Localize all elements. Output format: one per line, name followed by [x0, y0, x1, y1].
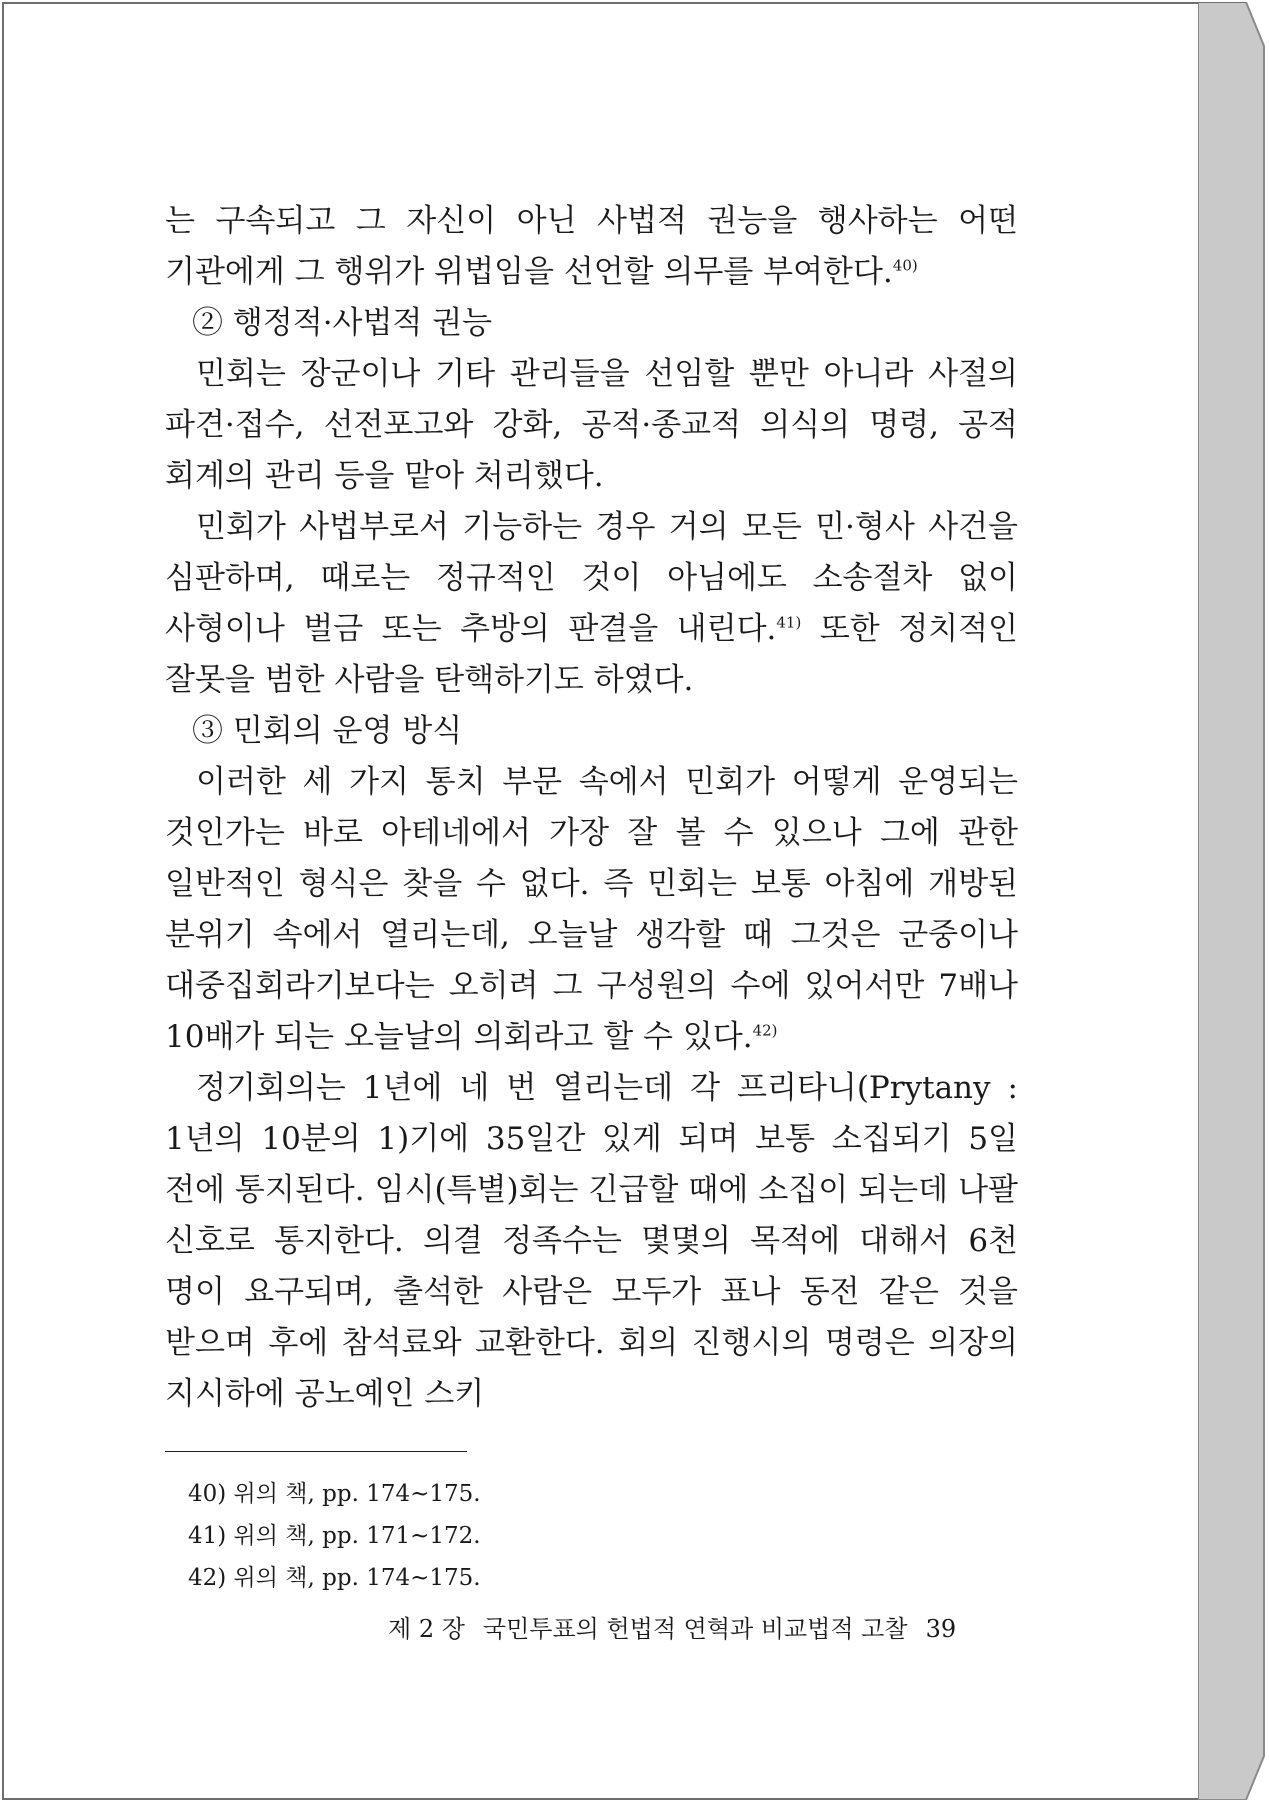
footnote-40: 40) 위의 책, pp. 174~175.: [188, 1481, 481, 1507]
footer-chapter: 제 2 장: [388, 1615, 465, 1643]
footer-title: 국민투표의 헌법적 연혁과 비교법적 고찰: [482, 1615, 908, 1643]
page-stack-edge: [1198, 2, 1266, 1800]
section-heading-3: ③ 민회의 운영 방식: [192, 713, 463, 749]
paragraph-1-text: 는 구속되고 그 자신이 아닌 사법적 권능을 행사하는 어떤 기관에게 그 행위가 위법임을 선언할 의무를 부여한다.: [165, 203, 1018, 290]
section-heading-2: ② 행정적·사법적 권능: [192, 305, 493, 341]
footnote-ref-41: 41): [776, 613, 802, 632]
paragraph-1: [165, 196, 1018, 298]
body-text: [165, 196, 1018, 1420]
paragraph-3-text-after: 또한 정치적인 잘못을 범한 사람을 탄핵하기도 하였다.: [165, 611, 1018, 698]
paragraph-2: 민회는 장군이나 기타 관리들을 선임할 뿐만 아니라 사절의 파견·접수, 선전포고와 강화, 공적·종교적 의식의 명령, 공적 회계의 관리 등을 맡아 처리했다.: [165, 356, 1018, 494]
paragraph-4-text: 이러한 세 가지 통치 부문 속에서 민회가 어떻게 운영되는 것인가는 바로 아테네에서 가장 잘 볼 수 있으나 그에 관한 일반적인 형식은 찾을 수 없다. 즉 민회는 보통 아침에 개방된 분위기 속에서 열리는데, 오늘날 생각할 때 그것은 군중이나 대중집회라기보다는 오히려 그 구성원의 수에 있어서만 7배나 10배가 되는 오늘날의 의회라고 할 수 있다.: [165, 764, 1018, 1055]
paragraph-3: [165, 502, 1018, 706]
footnote-42: 42) 위의 책, pp. 174~175.: [188, 1565, 481, 1591]
page-number: 39: [925, 1615, 957, 1643]
paragraph-4: [165, 757, 1018, 1063]
footnote-ref-40: 40): [892, 256, 918, 275]
footnotes: [188, 1473, 788, 1599]
footnote-41: 41) 위의 책, pp. 171~172.: [188, 1523, 481, 1549]
paragraph-5: 정기회의는 1년에 네 번 열리는데 각 프리타니(Prytany : 1년의 10분의 1)기에 35일간 있게 되며 보통 소집되기 5일 전에 통지된다. 임시(특별)회는 긴급할 때에 소집이 되는데 나팔 신호로 통지한다. 의결 정족수는 몇몇의 목적에 대해서 6천 명이 요구되며, 출석한 사람은 모두가 표나 동전 같은 것을 받으며 후에 참석료와 교환한다. 회의 진행시의 명령은 의장의 지시하에 공노예인 스키: [165, 1070, 1018, 1412]
running-footer: [388, 1614, 988, 1644]
footnote-ref-42: 42): [752, 1021, 778, 1040]
footnote-divider: [165, 1451, 467, 1452]
paragraph-3-text-before: 민회가 사법부로서 기능하는 경우 거의 모든 민·형사 사건을 심판하며, 때로는 정규적인 것이 아님에도 소송절차 없이 사형이나 벌금 또는 추방의 판결을 내린다.: [165, 509, 1018, 647]
